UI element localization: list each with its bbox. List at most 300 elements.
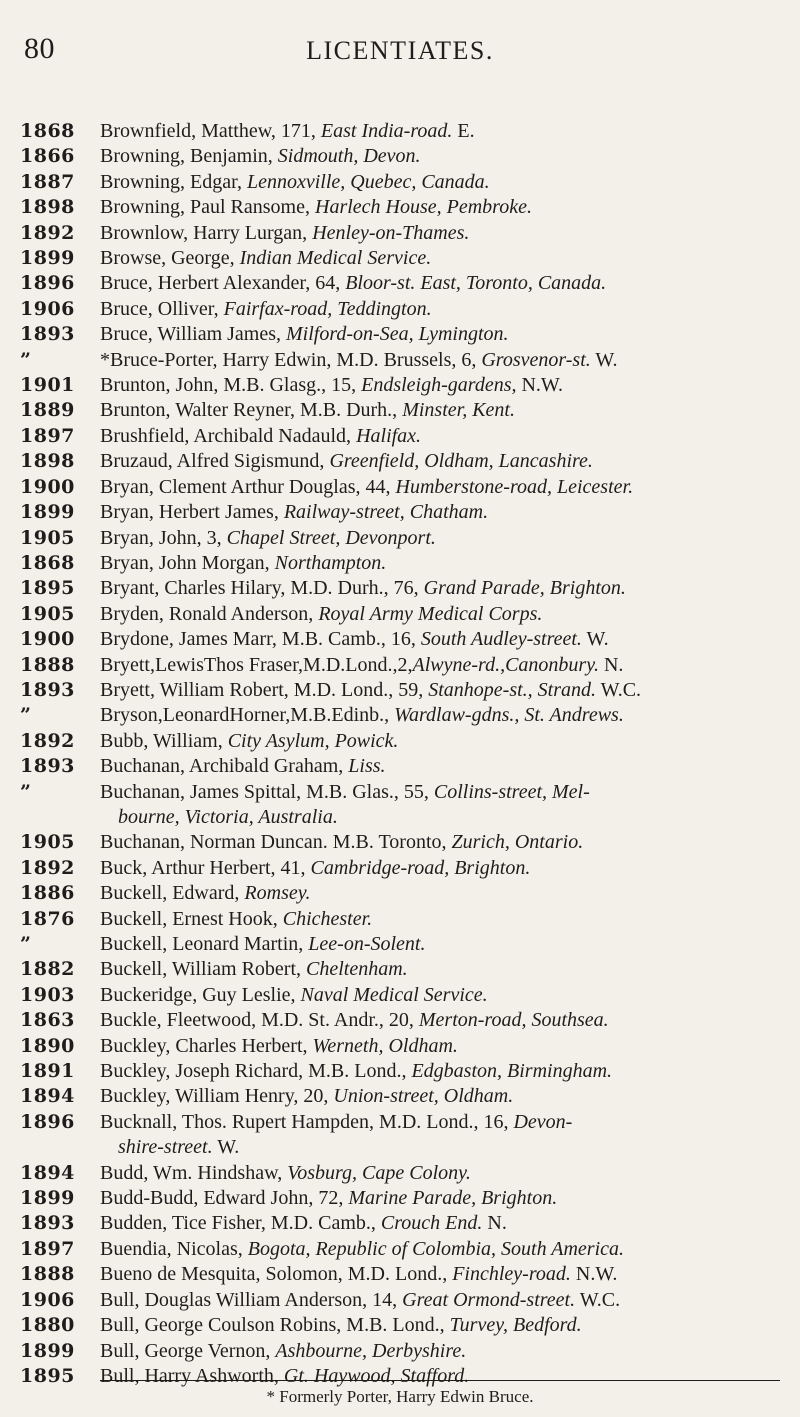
entry-year: 1893	[20, 323, 75, 346]
entry-line	[100, 551, 780, 576]
entry-address: Humberstone-road, Leicester.	[395, 475, 634, 498]
entry-name: Brownfield, Matthew, 171,	[100, 120, 321, 142]
footnote-rule	[100, 1380, 780, 1381]
entry-name: Buckell, Leonard Martin,	[100, 933, 309, 955]
entry-year: 1876	[20, 907, 75, 930]
entry-year: 1905	[20, 526, 75, 549]
entry-address: Romsey.	[244, 882, 311, 905]
entry-text	[100, 348, 780, 373]
entry-line	[100, 271, 780, 296]
entry-name: Brunton, Walter Reyner, M.B. Durh.,	[100, 399, 403, 422]
entry-address: Royal Army Medical Corps.	[318, 602, 543, 625]
entry-line	[100, 1034, 780, 1059]
entry-year: 1895	[20, 577, 75, 600]
entry-text	[100, 246, 780, 271]
entry-name: Bruce, William James,	[100, 323, 287, 346]
entry-year: 1892	[20, 221, 75, 244]
entry-line	[100, 1262, 780, 1287]
entry-text	[100, 1211, 780, 1236]
entry-line	[100, 500, 780, 525]
entry-text	[100, 1364, 780, 1389]
list-item	[20, 1008, 780, 1033]
entry-address: Naval Medical Service.	[300, 983, 488, 1006]
entry-name: Bryan, John Morgan,	[100, 551, 275, 574]
entry-name: Bryan, John, 3,	[100, 526, 227, 549]
entry-name: *Bruce-Porter, Harry Edwin, M.D. Brussels, 6,	[100, 348, 482, 371]
entry-address: Greenfield, Oldham, Lancashire.	[329, 450, 593, 473]
entry-text	[100, 1161, 780, 1186]
entry-name: Brydone, James Marr, M.B. Camb., 16,	[100, 628, 421, 651]
list-item	[20, 780, 780, 831]
entry-line	[100, 424, 780, 449]
entry-text	[100, 424, 780, 449]
list-item	[20, 602, 780, 627]
list-item	[20, 424, 780, 449]
entry-year: 1888	[20, 653, 75, 676]
entry-name: Bryett,LewisThos Fraser,M.D.Lond.,2,	[100, 653, 413, 676]
entry-text	[100, 754, 780, 779]
entry-line	[100, 856, 780, 881]
entry-line	[100, 830, 780, 855]
entry-name: Brownlow, Harry Lurgan,	[100, 221, 313, 244]
entry-address: Finchley-road.	[452, 1263, 571, 1286]
entry-year: 1898	[20, 196, 75, 219]
entry-year: 1886	[20, 882, 75, 905]
entry-name: Browning, Paul Ransome,	[100, 196, 315, 219]
list-item	[20, 500, 780, 525]
entry-name: N.	[482, 1212, 507, 1235]
list-item	[20, 907, 780, 932]
entry-year: 1894	[20, 1161, 75, 1184]
entry-address: Harlech House, Pembroke.	[315, 196, 532, 219]
list-item	[20, 221, 780, 246]
entry-text	[100, 1084, 780, 1109]
entry-line	[100, 881, 780, 906]
entry-address: Fairfax-road, Teddington.	[223, 297, 432, 320]
list-item	[20, 1211, 780, 1236]
entry-name: Buckeridge, Guy Leslie,	[100, 983, 301, 1006]
entry-name: Buckle, Fleetwood, M.D. St. Andr., 20,	[100, 1009, 419, 1032]
entry-year: 1899	[20, 1187, 75, 1210]
entry-text	[100, 703, 780, 728]
entry-name: Buendia, Nicolas,	[100, 1237, 248, 1260]
list-item	[20, 373, 780, 398]
entry-name: Buchanan, Archibald Graham,	[100, 755, 349, 778]
entry-text	[100, 957, 780, 982]
entry-address: East India-road.	[320, 120, 453, 142]
entry-line	[100, 729, 780, 754]
list-item	[20, 1313, 780, 1338]
entry-text	[100, 195, 780, 220]
entry-text	[100, 398, 780, 423]
entry-line	[100, 602, 780, 627]
entry-line	[100, 297, 780, 322]
entry-address: Cambridge-road, Brighton.	[310, 856, 531, 879]
entry-name: Budden, Tice Fisher, M.D. Camb.,	[100, 1212, 381, 1235]
entry-name: Buchanan, James Spittal, M.B. Glas., 55,	[100, 780, 434, 803]
entry-text	[100, 322, 780, 347]
entry-name: Bryant, Charles Hilary, M.D. Durh., 76,	[100, 577, 424, 600]
entry-name: Buckley, Charles Herbert,	[100, 1034, 313, 1057]
entry-name: Bruzaud, Alfred Sigismund,	[100, 450, 330, 473]
list-item	[20, 703, 780, 728]
entry-address: Endsleigh-gardens,	[361, 374, 517, 397]
list-item	[20, 983, 780, 1008]
entry-year: 1889	[20, 399, 75, 422]
entry-year: 1905	[20, 602, 75, 625]
entry-text	[100, 500, 780, 525]
entry-name: W.C.	[596, 678, 642, 701]
entry-name: Buck, Arthur Herbert, 41,	[100, 856, 311, 879]
entry-address: Ashbourne, Derbyshire.	[275, 1339, 467, 1362]
entry-line	[100, 1008, 780, 1033]
entry-name: W.C.	[575, 1288, 621, 1311]
entry-continuation-line	[100, 805, 780, 830]
entry-name: Bull, Harry Ashworth,	[100, 1364, 284, 1387]
page-header	[0, 32, 800, 72]
entry-address: South Audley-street.	[420, 628, 582, 651]
list-item	[20, 1110, 780, 1161]
entry-year: 1892	[20, 856, 75, 879]
entry-text	[100, 602, 780, 627]
entry-year: 1898	[20, 450, 75, 473]
entry-name: Budd-Budd, Edward John, 72,	[100, 1187, 349, 1210]
entry-name: Buckell, Edward,	[100, 882, 245, 905]
entry-name: Bull, George Vernon,	[100, 1339, 276, 1362]
entry-line	[100, 1161, 780, 1186]
entry-address: Zurich, Ontario.	[451, 831, 584, 854]
entry-name: Bryson,LeonardHorner,M.B.Edinb.,	[100, 704, 395, 727]
entry-name: Brunton, John, M.B. Glasg., 15,	[100, 374, 362, 397]
entry-address: Lee-on-Solent.	[308, 933, 426, 955]
entry-name: Bull, Douglas William Anderson, 14,	[100, 1288, 403, 1311]
entry-line	[100, 932, 780, 957]
entry-address: Cheltenham.	[306, 958, 408, 981]
list-item	[20, 348, 780, 373]
entry-line	[100, 653, 780, 678]
entry-address: Turvey, Bedford.	[449, 1314, 582, 1337]
entry-name: Browning, Edgar,	[100, 170, 247, 193]
entry-address: Bogota, Republic of Colombia, South America.	[247, 1237, 625, 1260]
entry-line	[100, 322, 780, 347]
entry-text	[100, 881, 780, 906]
list-item	[20, 653, 780, 678]
entry-address: Marine Parade, Brighton.	[348, 1187, 558, 1210]
list-item	[20, 1237, 780, 1262]
entry-address: Liss.	[348, 755, 386, 778]
entry-text	[100, 627, 780, 652]
list-item	[20, 856, 780, 881]
entry-text	[100, 653, 780, 678]
entry-year: 1897	[20, 1237, 75, 1260]
entry-year: ”	[20, 933, 32, 955]
licentiate-list	[20, 119, 780, 1389]
entry-line	[100, 195, 780, 220]
entry-text	[100, 1288, 780, 1313]
entry-year: ”	[20, 780, 32, 803]
entry-year: 1894	[20, 1085, 75, 1108]
entry-line	[100, 1059, 780, 1084]
entry-year: 1897	[20, 424, 75, 447]
entry-year: 1903	[20, 983, 75, 1006]
entry-name: Bryan, Clement Arthur Douglas, 44,	[100, 475, 396, 498]
entry-name: Bucknall, Thos. Rupert Hampden, M.D. Lond., 16,	[100, 1110, 514, 1133]
entry-line	[100, 170, 780, 195]
entry-text	[100, 271, 780, 296]
entry-line	[100, 1110, 780, 1135]
entry-line	[100, 246, 780, 271]
entry-text	[100, 1034, 780, 1059]
entry-year: 1901	[20, 374, 75, 397]
entry-text	[100, 170, 780, 195]
entry-line	[100, 144, 780, 169]
footnote: * Formerly Porter, Harry Edwin Bruce.	[266, 1387, 534, 1406]
entry-year: 1888	[20, 1263, 75, 1286]
entry-line	[100, 1339, 780, 1364]
list-item	[20, 449, 780, 474]
entry-address: Wardlaw-gdns., St. Andrews.	[394, 704, 624, 727]
entry-year: 1863	[20, 1009, 75, 1032]
entry-address: City Asylum, Powick.	[227, 729, 399, 752]
entry-text	[100, 1110, 780, 1161]
entry-line	[100, 1084, 780, 1109]
entry-address: Indian Medical Service.	[239, 247, 432, 270]
list-item	[20, 1339, 780, 1364]
entry-text	[100, 1008, 780, 1033]
entry-year: 1899	[20, 501, 75, 524]
entry-year: 1896	[20, 272, 75, 295]
entry-line	[100, 754, 780, 779]
entry-name: Bryden, Ronald Anderson,	[100, 602, 319, 625]
entry-text	[100, 983, 780, 1008]
entry-year: ”	[20, 348, 32, 371]
entry-year: ”	[20, 704, 32, 727]
entry-name: Brushfield, Archibald Nadauld,	[100, 424, 357, 447]
entry-text	[100, 1339, 780, 1364]
entry-address: Halifax.	[356, 424, 422, 447]
entry-address: Merton-road, Southsea.	[418, 1009, 609, 1032]
entry-name: Bull, George Coulson Robins, M.B. Lond.,	[100, 1314, 450, 1337]
entry-address: Chapel Street, Devonport.	[226, 526, 436, 549]
entry-line	[100, 1364, 780, 1389]
entry-text	[100, 221, 780, 246]
entry-text	[100, 1237, 780, 1262]
list-item	[20, 576, 780, 601]
entry-year: 1906	[20, 297, 75, 320]
entry-year: 1892	[20, 729, 75, 752]
entry-address: Railway-street, Chatham.	[283, 501, 489, 524]
entry-text	[100, 449, 780, 474]
entry-text	[100, 1059, 780, 1084]
entry-text	[100, 856, 780, 881]
list-item	[20, 1059, 780, 1084]
entry-text	[100, 678, 780, 703]
entry-text	[100, 1313, 780, 1338]
entry-text	[100, 830, 780, 855]
entry-address: Crouch End.	[380, 1212, 483, 1235]
entry-name: Budd, Wm. Hindshaw,	[100, 1161, 288, 1184]
list-item	[20, 119, 780, 144]
entry-name: W.	[590, 348, 618, 371]
entry-line	[100, 1237, 780, 1262]
entry-name: N.W.	[516, 374, 563, 397]
entry-name: Buckley, William Henry, 20,	[100, 1085, 334, 1108]
entry-address: Edgbaston, Birmingham.	[411, 1060, 613, 1083]
entry-line	[100, 1313, 780, 1338]
entry-name: N.W.	[570, 1263, 618, 1286]
entry-address: Werneth, Oldham.	[312, 1034, 458, 1057]
entry-line	[100, 526, 780, 551]
entry-text	[100, 780, 780, 831]
list-item	[20, 322, 780, 347]
entry-name: Browning, Benjamin,	[100, 145, 278, 168]
list-item	[20, 627, 780, 652]
entry-line	[100, 627, 780, 652]
entry-year: 1893	[20, 755, 75, 778]
entry-address: Collins-street, Mel-	[433, 780, 590, 803]
list-item	[20, 1161, 780, 1186]
entry-name: Bruce, Olliver,	[100, 297, 224, 320]
list-item	[20, 297, 780, 322]
entry-year: 1880	[20, 1314, 75, 1337]
entry-name: Buckley, Joseph Richard, M.B. Lond.,	[100, 1060, 412, 1083]
entry-address: Chichester.	[282, 907, 373, 930]
page-number: 80	[24, 32, 55, 65]
entry-name: Bryett, William Robert, M.D. Lond., 59,	[100, 678, 429, 701]
entry-text	[100, 297, 780, 322]
entry-year: 1899	[20, 247, 75, 270]
entry-line	[100, 780, 780, 805]
entry-name: W.	[581, 628, 609, 651]
entry-name: Buckell, William Robert,	[100, 958, 307, 981]
entry-text	[100, 475, 780, 500]
entry-line	[100, 1288, 780, 1313]
list-item	[20, 170, 780, 195]
entry-line	[100, 678, 780, 703]
entry-text	[100, 373, 780, 398]
entry-text	[100, 1262, 780, 1287]
entry-line	[100, 119, 780, 144]
entry-address: Bloor-st. East, Toronto, Canada.	[345, 272, 607, 295]
list-item	[20, 830, 780, 855]
entry-name: Bueno de Mesquita, Solomon, M.D. Lond.,	[100, 1263, 453, 1286]
entry-name: Buckell, Ernest Hook,	[100, 907, 283, 930]
entry-text	[100, 551, 780, 576]
entry-address: Grand Parade, Brighton.	[423, 577, 626, 600]
entry-line	[100, 907, 780, 932]
list-item	[20, 881, 780, 906]
entry-text	[100, 1186, 780, 1211]
entry-name: W.	[212, 1136, 240, 1159]
entry-year: 1893	[20, 1212, 75, 1235]
entry-address: Alwyne-rd.,Canonbury.	[412, 653, 599, 676]
entry-text	[100, 576, 780, 601]
entry-address: shire-street.	[118, 1136, 213, 1159]
entry-line	[100, 221, 780, 246]
list-item	[20, 551, 780, 576]
entry-address: Great Ormond-street.	[402, 1288, 576, 1311]
entry-text	[100, 729, 780, 754]
entry-line	[100, 1211, 780, 1236]
entry-text	[100, 144, 780, 169]
list-item	[20, 754, 780, 779]
entry-name: Bruce, Herbert Alexander, 64,	[100, 272, 346, 295]
list-item	[20, 1186, 780, 1211]
entry-address: Northampton.	[274, 551, 387, 574]
entry-name: Browse, George,	[100, 247, 240, 270]
entry-address: Henley-on-Thames.	[312, 221, 470, 244]
entry-year: 1900	[20, 628, 75, 651]
entry-text	[100, 526, 780, 551]
entry-name: Bryan, Herbert James,	[100, 501, 284, 524]
entry-address: Grosvenor-st.	[481, 348, 591, 371]
entry-year: 1905	[20, 831, 75, 854]
list-item	[20, 1084, 780, 1109]
entry-name: Buchanan, Norman Duncan. M.B. Toronto,	[100, 831, 452, 854]
entry-line	[100, 348, 780, 373]
entry-line	[100, 475, 780, 500]
entry-year: 1890	[20, 1034, 75, 1057]
list-item	[20, 729, 780, 754]
entry-address: bourne, Victoria, Australia.	[118, 805, 338, 828]
entry-year: 1868	[20, 120, 75, 142]
entry-name: E.	[452, 120, 475, 142]
entry-year: 1896	[20, 1110, 75, 1133]
list-item	[20, 1262, 780, 1287]
entry-line	[100, 398, 780, 423]
list-item	[20, 398, 780, 423]
entry-address: Vosburg, Cape Colony.	[287, 1161, 471, 1184]
list-item	[20, 246, 780, 271]
entry-line	[100, 576, 780, 601]
entry-address: Minster, Kent.	[402, 399, 515, 422]
list-item	[20, 1034, 780, 1059]
entry-address: Sidmouth, Devon.	[277, 145, 421, 168]
entry-line	[100, 983, 780, 1008]
list-item	[20, 1288, 780, 1313]
list-item	[20, 678, 780, 703]
entry-line	[100, 373, 780, 398]
entry-text	[100, 932, 780, 957]
entry-line	[100, 703, 780, 728]
list-item	[20, 1364, 780, 1389]
list-item	[20, 957, 780, 982]
entry-address: Lennoxville, Quebec, Canada.	[246, 170, 490, 193]
entry-address: Union-street, Oldham.	[333, 1085, 514, 1108]
entry-year: 1866	[20, 145, 75, 168]
entry-year: 1891	[20, 1060, 75, 1083]
entry-address: Devon-	[513, 1110, 573, 1133]
entry-address: Milford-on-Sea, Lymington.	[286, 323, 509, 346]
entry-address: Stanhope-st., Strand.	[428, 678, 597, 701]
entry-address: Gt. Haywood, Stafford.	[283, 1364, 470, 1387]
list-item	[20, 144, 780, 169]
list-item	[20, 475, 780, 500]
entry-year: 1893	[20, 678, 75, 701]
list-item	[20, 932, 780, 957]
list-item	[20, 195, 780, 220]
list-item	[20, 526, 780, 551]
entry-year: 1906	[20, 1288, 75, 1311]
list-item	[20, 271, 780, 296]
entry-year: 1895	[20, 1364, 75, 1387]
entry-year: 1900	[20, 475, 75, 498]
entry-year: 1899	[20, 1339, 75, 1362]
entry-text	[100, 907, 780, 932]
entry-line	[100, 1186, 780, 1211]
entry-line	[100, 957, 780, 982]
entry-name: N.	[598, 653, 624, 676]
